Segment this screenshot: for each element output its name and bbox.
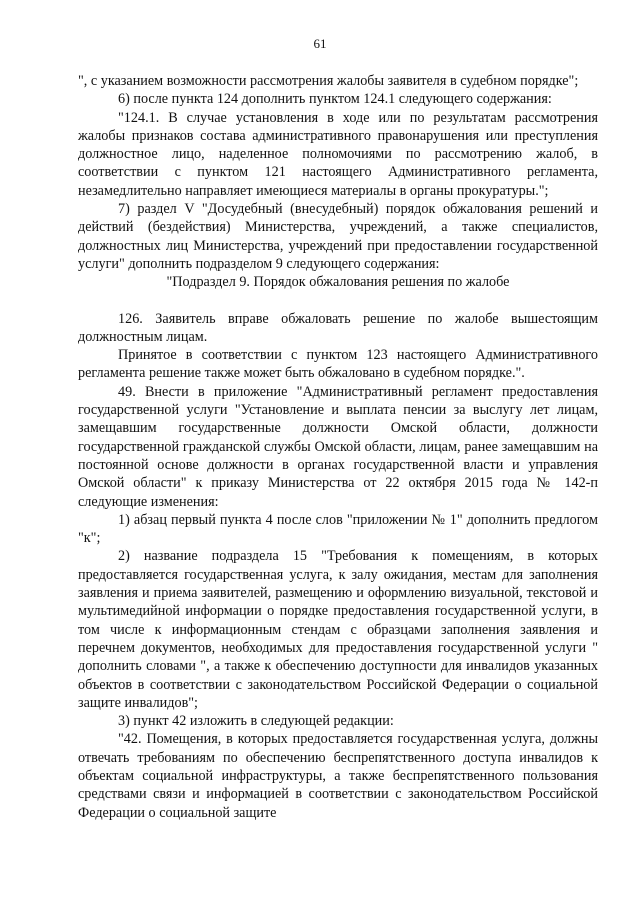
paragraph-sub-2: 2) название подраздела 15 "Требования к помещениям, в которых предоставляется государственная услуга, к залу ожидания, местам для заполнения заявления и приема заявителей, размещению и оформлению визуальной, текстовой и мультимедийной информации о порядке предоставления государственной услуги, в том числе к информационным стендам с образцами заполнения заявления и перечнем документов, необходимых для предоставления государственной услуги " дополнить словами ", а также к обеспечению доступности для инвалидов указанных объектов в соответствии с законодательством Российской Федерации о социальной защите инвалидов"; [78, 548, 598, 711]
paragraph-124-1: "124.1. В случае установления в ходе или по результатам рассмотрения жалобы признаков состава административного правонарушения или преступления должностное лицо, наделенное полномочиями по рассмотрению жалоб, в соответствии с пунктом 121 настоящего Административного регламента, незамедлительно направляет имеющиеся материалы в органы прокуратуры."; [78, 109, 598, 199]
subsection-heading: "Подраздел 9. Порядок обжалования решения по жалобе [166, 274, 510, 291]
paragraph-sub-1: 1) абзац первый пункта 4 после слов "приложении № 1" дополнить предлогом "к"; [78, 511, 598, 547]
paragraph-126: 126. Заявитель вправе обжаловать решение по жалобе вышестоящим должностным лицам. [78, 310, 598, 345]
document-body [78, 72, 598, 822]
blank-line [78, 292, 598, 310]
paragraph-continuation: ", с указанием возможности рассмотрения жалобы заявителя в судебном порядке"; [78, 73, 579, 89]
paragraph-item-7: 7) раздел V "Досудебный (внесудебный) порядок обжалования решений и действий (бездействия) Министерства, учреждений, а также специалистов, должностных лиц Министерства, учреждений при предоставлении государственной услуги" дополнить подразделом 9 следующего содержания: [78, 201, 598, 272]
paragraph-42: "42. Помещения, в которых предоставляется государственная услуга, должны отвечать требованиям по обеспечению беспрепятственного доступа инвалидов к объектам социальной инфраструктуры, а также беспрепятственного пользования средствами связи и информацией в соответствии с законодательством Российской Федерации о социальной защите [78, 731, 598, 821]
paragraph-sub-3: 3) пункт 42 изложить в следующей редакции: [118, 713, 394, 730]
paragraph-item-49: 49. Внести в приложение "Административный регламент предоставления государственной услуги "Установление и выплата пенсии за выслугу лет лицам, замещавшим государственные должности Омской области, должности государственной гражданской службы Омской области, лицам, ранее замещавшим на постоянной основе должности в органах государственной власти и управления Омской области" к приказу Министерства от 22 октября 2015 года № 142-п следующие изменения: [78, 383, 598, 510]
paragraph-decision-appeal: Принятое в соответствии с пунктом 123 настоящего Административного регламента решение также может быть обжаловано в судебном порядке.". [78, 347, 598, 382]
paragraph-item-6: 6) после пункта 124 дополнить пунктом 124.1 следующего содержания: [118, 91, 552, 108]
page-number: 61 [313, 36, 327, 51]
